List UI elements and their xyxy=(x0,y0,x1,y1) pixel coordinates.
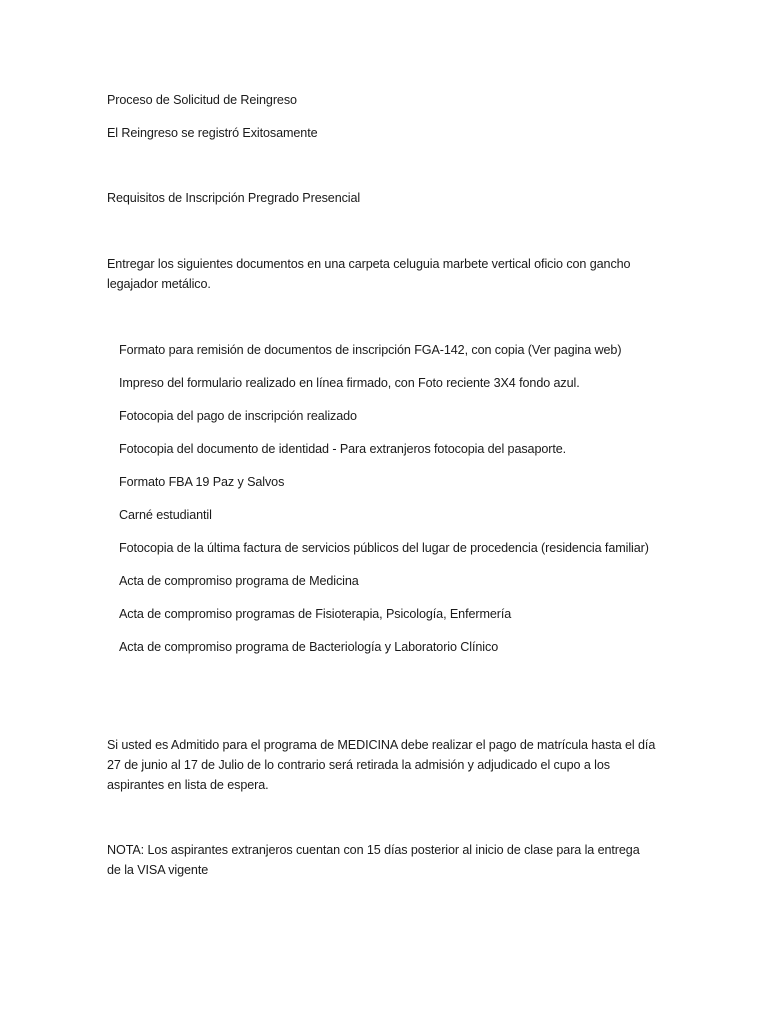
foreign-note-line-1: NOTA: Los aspirantes extranjeros cuentan con 15 días posterior al inicio de clase para la entrega xyxy=(107,843,640,857)
document-title: Proceso de Solicitud de Reingreso xyxy=(107,93,297,107)
medicine-note-line-1: Si usted es Admitido para el programa de MEDICINA debe realizar el pago de matrícula hasta el día xyxy=(107,738,656,752)
status-message: El Reingreso se registró Exitosamente xyxy=(107,126,318,140)
requirement-item: Formato para remisión de documentos de inscripción FGA-142, con copia (Ver pagina web) xyxy=(119,343,622,357)
requirement-item: Acta de compromiso programa de Medicina xyxy=(119,574,359,588)
requirement-item: Fotocopia del documento de identidad - Para extranjeros fotocopia del pasaporte. xyxy=(119,442,567,456)
requirement-item: Fotocopia de la última factura de servicios públicos del lugar de procedencia (residencia familiar) xyxy=(119,541,649,555)
requirement-item: Formato FBA 19 Paz y Salvos xyxy=(119,475,285,489)
requirement-item: Fotocopia del pago de inscripción realizado xyxy=(119,409,357,423)
requirement-item: Carné estudiantil xyxy=(119,508,212,522)
medicine-note-line-2: 27 de junio al 17 de Julio de lo contrario será retirada la admisión y adjudicado el cupo a los xyxy=(107,758,610,772)
requirements-heading: Requisitos de Inscripción Pregrado Presencial xyxy=(107,191,361,205)
intro-line-1: Entregar los siguientes documentos en una carpeta celuguia marbete vertical oficio con gancho xyxy=(107,257,631,271)
requirement-item: Acta de compromiso programas de Fisioterapia, Psicología, Enfermería xyxy=(119,607,512,621)
medicine-note-line-3: aspirantes en lista de espera. xyxy=(107,778,269,792)
requirement-item: Impreso del formulario realizado en línea firmado, con Foto reciente 3X4 fondo azul. xyxy=(119,376,580,390)
intro-line-2: legajador metálico. xyxy=(107,277,211,291)
foreign-note-line-2: de la VISA vigente xyxy=(107,863,209,877)
requirement-item: Acta de compromiso programa de Bacteriología y Laboratorio Clínico xyxy=(119,640,499,654)
requirements-list xyxy=(119,340,649,670)
